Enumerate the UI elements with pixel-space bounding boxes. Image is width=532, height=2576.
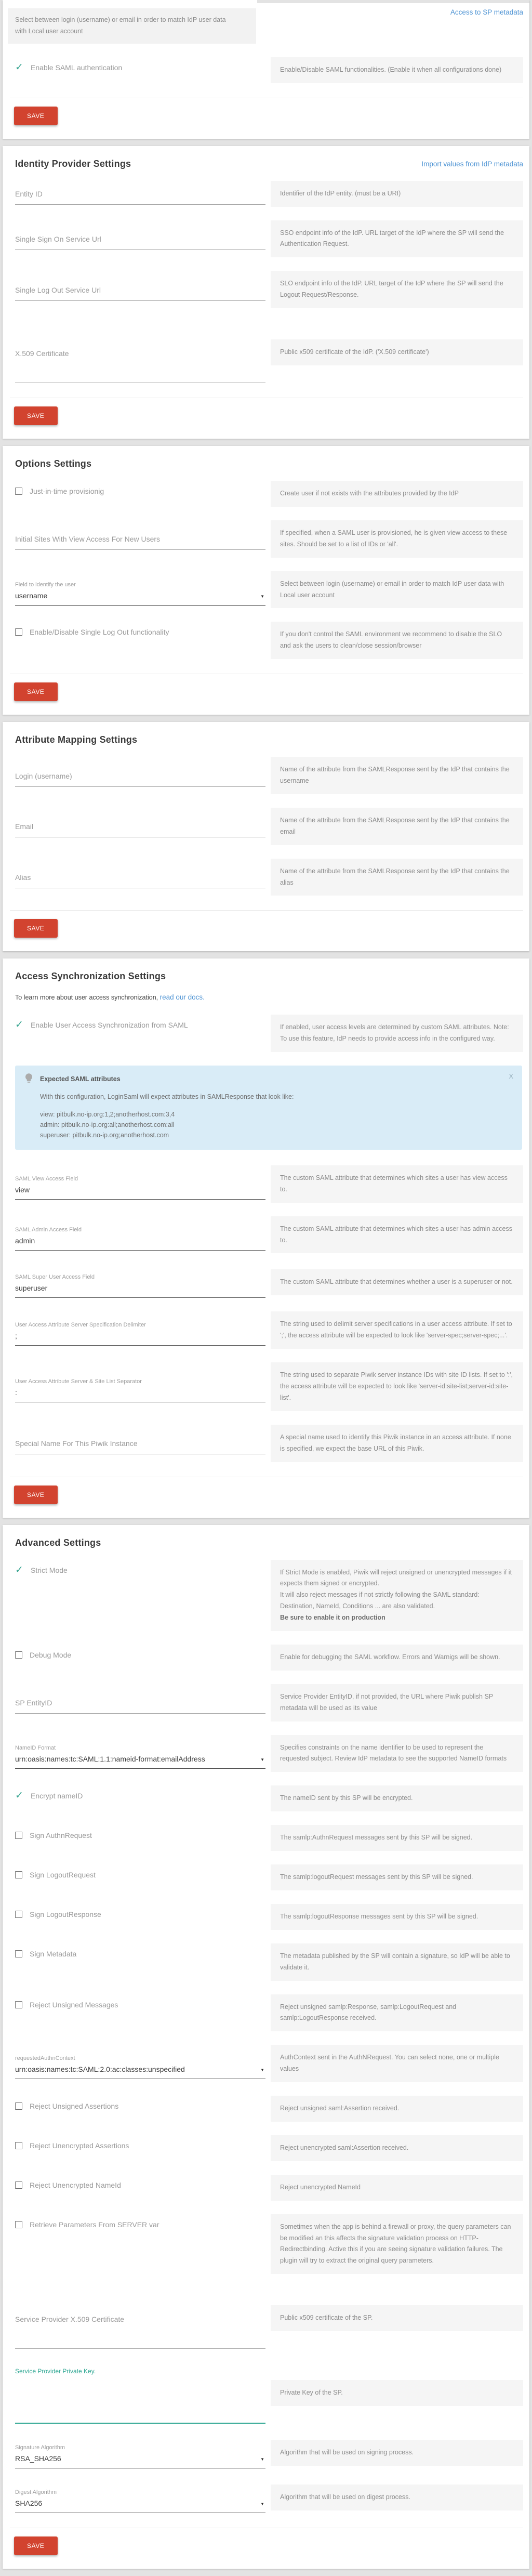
reject-unsigned-assertions-checkbox[interactable]: [15, 2102, 265, 2110]
checkbox-box: [15, 1651, 22, 1659]
jit-provisioning-checkbox[interactable]: [15, 487, 265, 495]
field-help-text: If Strict Mode is enabled, Piwik will reject unsigned or unencrypted messages if it expects them signed or encrypted. It will also reject messages if not strictly following the SAML standard: Destination, NameId, Conditions ... are also validated. Be sure to enable it on production: [271, 1560, 523, 1631]
sign-logoutresponse-checkbox[interactable]: [15, 1910, 265, 1918]
field-help-text: Enable for debugging the SAML workflow. Errors and Warnigs will be shown.: [271, 1645, 523, 1671]
enable-user-access-sync-checkbox[interactable]: [15, 1021, 265, 1029]
saml-superuser-access-field-input[interactable]: [15, 1267, 265, 1298]
field-help-text: Algorithm that will be used on digest process.: [271, 2485, 523, 2511]
infobox-intro: With this configuration, LoginSaml will expect attributes in SAMLResponse that look like:: [40, 1093, 294, 1101]
field-help-text: The custom SAML attribute that determines which sites a user has admin access to.: [271, 1216, 523, 1254]
sso-service-url-label: Single Sign On Service Url: [15, 234, 101, 243]
requested-authn-context-label: requestedAuthnContext: [15, 2055, 75, 2062]
sign-logoutresponse-label: Sign LogoutResponse: [30, 1910, 101, 1918]
field-help-text: AuthContext sent in the AuthNRequest. You can select none, one or multiple values: [271, 2045, 523, 2082]
saml-superuser-access-field-label: SAML Super User Access Field: [15, 1274, 95, 1281]
field-help-text: SSO endpoint info of the IdP. URL target of the IdP where the SP will send the Authentication Request.: [271, 220, 523, 258]
special-instance-name-input[interactable]: [15, 1432, 265, 1454]
field-help-text: Sometimes when the app is behind a firewall or proxy, the query parameters can be modified an this affects the signature validation process on HTTP-Redirectbinding. Active this if you are seeing signature validation failures. The plugin will try to extract the original query parameters.: [271, 2214, 523, 2275]
checkbox-box: [15, 1950, 22, 1957]
attr-email-label: Email: [15, 822, 34, 831]
save-button[interactable]: SAVE: [14, 919, 58, 938]
sp-x509-certificate-label: Service Provider X.509 Certificate: [15, 2315, 125, 2323]
field-help-text: Reject unsigned saml:Assertion received.: [271, 2096, 523, 2122]
sign-logoutrequest-label: Sign LogoutRequest: [30, 1871, 96, 1879]
saml-admin-access-field-label: SAML Admin Access Field: [15, 1226, 82, 1233]
chevron-down-icon: ▼: [260, 1757, 264, 1763]
docs-note: [15, 993, 523, 1001]
sso-service-url-input[interactable]: [15, 228, 265, 250]
field-help-text: Name of the attribute from the SAMLResponse sent by the IdP that contains the username: [271, 757, 523, 794]
field-help-text: Select between login (username) or email in order to match IdP user data with Local user account: [271, 571, 523, 609]
entity-id-input[interactable]: [15, 182, 265, 205]
sp-entity-id-input[interactable]: [15, 1691, 265, 1714]
field-help-text: Specifies constraints on the name identifier to be used to represent the requested subject. Review IdP metadata to see the supported NameID formats: [271, 1735, 523, 1772]
server-site-list-separator-label: User Access Attribute Server & Site List Separator: [15, 1378, 142, 1385]
section-title: Options Settings: [15, 458, 92, 469]
field-to-identify-user-label: Field to identify the user: [15, 581, 76, 588]
strict-mode-label: Strict Mode: [31, 1566, 68, 1574]
section-title: Access Synchronization Settings: [15, 971, 166, 982]
idp-x509-certificate-label: X.509 Certificate: [15, 349, 69, 358]
field-to-identify-user-select[interactable]: [15, 574, 265, 606]
special-instance-name-label: Special Name For This Piwik Instance: [15, 1439, 138, 1448]
signature-algorithm-select[interactable]: [15, 2437, 265, 2468]
nameid-format-value: urn:oasis:names:tc:SAML:1.1:nameid-format:emailAddress: [15, 1755, 205, 1764]
checkbox-box: [15, 2102, 22, 2110]
field-help-text: The string used to delimit server specifications in a user access attribute. If set to ';', the access attribute will be expected to look like 'server-spec;server-spec;...'.: [271, 1311, 523, 1349]
enable-single-logout-label: Enable/Disable Single Log Out functionality: [30, 628, 169, 637]
note-text: To learn more about user access synchronization,: [15, 994, 158, 1002]
field-help-text: The samlp:AuthnRequest messages sent by this SP will be signed.: [271, 1825, 523, 1851]
sign-authnrequest-checkbox[interactable]: [15, 1831, 265, 1839]
infobox-title: Expected SAML attributes: [40, 1075, 121, 1083]
chevron-down-icon: ▼: [260, 594, 264, 599]
checkbox-box: [15, 1911, 22, 1918]
idp-metadata-import-link[interactable]: Import values from IdP metadata: [421, 160, 523, 168]
sp-x509-certificate-textarea[interactable]: [15, 2288, 265, 2349]
reject-unencrypted-assertions-checkbox[interactable]: [15, 2141, 265, 2150]
chevron-down-icon: ▼: [260, 2068, 264, 2073]
enable-single-logout-checkbox[interactable]: [15, 628, 265, 636]
field-help-text: If you don't control the SAML environment we recommend to disable the SLO and ask the users to clean/close session/browser: [271, 622, 523, 659]
encrypt-nameid-checkbox[interactable]: [15, 1792, 265, 1800]
field-help-text: Algorithm that will be used on signing process.: [271, 2440, 523, 2466]
retrieve-parameters-from-server-var-label: Retrieve Parameters From SERVER var: [30, 2220, 159, 2229]
idp-x509-certificate-textarea[interactable]: [15, 322, 265, 383]
checkmark-icon: ✓: [15, 1019, 23, 1031]
saml-admin-access-field-value: admin: [15, 1236, 35, 1245]
expected-saml-attributes: [15, 1066, 522, 1150]
section-saml-activation: [3, 0, 529, 139]
checkbox-box: [15, 488, 22, 495]
debug-mode-checkbox[interactable]: [15, 1651, 265, 1659]
entity-id-label: Entity ID: [15, 190, 43, 199]
field-to-identify-user-value: username: [15, 591, 48, 600]
field-help-text: If enabled, user access levels are determined by custom SAML attributes. Note: To use this feature, IdP needs to provide access info in the configured way.: [271, 1015, 523, 1052]
field-help-text: Reject unencrypted NameId: [271, 2175, 523, 2201]
slo-service-url-label: Single Log Out Service Url: [15, 285, 101, 294]
field-help-text: Public x509 certificate of the IdP. ('X.509 certificate'): [271, 339, 523, 365]
reject-unencrypted-assertions-label: Reject Unencrypted Assertions: [30, 2141, 129, 2150]
initial-sites-view-access-label: Initial Sites With View Access For New Users: [15, 535, 161, 544]
server-spec-delimiter-value: ;: [15, 1332, 17, 1340]
field-help-text: Create user if not exists with the attributes provided by the IdP: [271, 481, 523, 507]
section-title: Advanced Settings: [15, 1537, 101, 1548]
signature-algorithm-value: RSA_SHA256: [15, 2454, 61, 2463]
field-help-text: Enable/Disable SAML functionalities. (Enable it when all configurations done): [271, 57, 523, 83]
field-help-text: The custom SAML attribute that determines whether a user is a superuser or not.: [271, 1269, 523, 1295]
attr-alias-input[interactable]: [15, 866, 265, 888]
checkmark-icon: ✓: [15, 1790, 23, 1802]
lightbulb-icon: [25, 1073, 32, 1085]
nameid-format-label: NameID Format: [15, 1745, 56, 1752]
encrypt-nameid-label: Encrypt nameID: [31, 1792, 83, 1800]
chevron-down-icon: ▼: [260, 2502, 264, 2507]
field-help-text: The nameID sent by this SP will be encrypted.: [271, 1785, 523, 1811]
attr-alias-label: Alias: [15, 873, 31, 882]
enable-user-access-sync-label: Enable User Access Synchronization from SAML: [31, 1021, 188, 1030]
digest-algorithm-select[interactable]: [15, 2482, 265, 2513]
reject-unsigned-messages-label: Reject Unsigned Messages: [30, 2000, 118, 2009]
field-help-text: If specified, when a SAML user is provisioned, he is given view access to these sites. Should be set to a list of IDs or 'all'.: [271, 520, 523, 558]
digest-algorithm-label: Digest Algorithm: [15, 2489, 57, 2496]
field-help-text: A special name used to identify this Piwik instance in an access attribute. If none is specified, we expect the base URL of this Piwik.: [271, 1425, 523, 1462]
saml-view-access-field-input[interactable]: [15, 1168, 265, 1200]
close-icon[interactable]: X: [509, 1072, 513, 1081]
checkmark-icon: ✓: [15, 61, 23, 73]
checkbox-box: [15, 1871, 22, 1878]
checkbox-box: [15, 2001, 22, 2008]
saml-admin-access-field-input[interactable]: [15, 1219, 265, 1251]
field-help-text: The samlp:logoutRequest messages sent by this SP will be signed.: [271, 1864, 523, 1890]
attr-login-username-label: Login (username): [15, 771, 72, 780]
enable-saml-authentication-checkbox[interactable]: [15, 63, 265, 72]
section-identity-provider-settings: [3, 146, 529, 439]
sign-authnrequest-label: Sign AuthnRequest: [30, 1831, 92, 1840]
infobox-example-line: view: pitbulk.no-ip.org:1,2;anotherhost.com:3,4: [40, 1110, 175, 1118]
server-site-list-separator-input[interactable]: [15, 1371, 265, 1402]
read-our-docs-link[interactable]: read our docs.: [159, 993, 205, 1002]
sp-entity-id-label: SP EntityID: [15, 1699, 52, 1707]
reject-unencrypted-nameid-label: Reject Unencrypted NameId: [30, 2180, 121, 2189]
signature-algorithm-label: Signature Algorithm: [15, 2444, 65, 2451]
sign-metadata-checkbox[interactable]: [15, 1950, 265, 1958]
field-help-text: The custom SAML attribute that determines which sites a user has view access to.: [271, 1165, 523, 1203]
sign-logoutrequest-checkbox[interactable]: [15, 1871, 265, 1879]
field-help-text: Public x509 certificate of the SP.: [271, 2305, 523, 2331]
sp-private-key-textarea[interactable]: [15, 2362, 265, 2424]
sp-metadata-link[interactable]: Access to SP metadata: [450, 8, 523, 16]
jit-provisioning-label: Just-in-time provisionig: [30, 487, 104, 495]
checkbox-box: [15, 2181, 22, 2189]
checkmark-icon: ✓: [15, 1564, 23, 1575]
server-spec-delimiter-label: User Access Attribute Server Specification Delimiter: [15, 1322, 146, 1329]
server-spec-delimiter-input[interactable]: [15, 1315, 265, 1346]
field-help-text: SLO endpoint info of the IdP. URL target of the IdP where the SP will send the Logout Request/Response.: [271, 271, 523, 308]
save-button[interactable]: SAVE: [14, 682, 58, 701]
field-help-text: The metadata published by the SP will contain a signature, so IdP will be able to validate it.: [271, 1943, 523, 1981]
reject-unencrypted-nameid-checkbox[interactable]: [15, 2181, 265, 2189]
enable-saml-authentication-label: Enable SAML authentication: [31, 63, 123, 72]
saml-view-access-field-label: SAML View Access Field: [15, 1175, 78, 1182]
field-help-text: Reject unencrypted saml:Assertion received.: [271, 2135, 523, 2161]
slo-service-url-input[interactable]: [15, 279, 265, 301]
attr-login-username-input[interactable]: [15, 765, 265, 787]
checkbox-box: [15, 2142, 22, 2149]
server-site-list-separator-value: :: [15, 1388, 17, 1397]
saml-superuser-access-field-value: superuser: [15, 1284, 48, 1293]
sign-metadata-label: Sign Metadata: [30, 1949, 77, 1958]
strict-mode-checkbox[interactable]: [15, 1566, 265, 1574]
save-button[interactable]: SAVE: [14, 1486, 58, 1504]
field-help-text: Reject unsigned samlp:Response, samlp:LogoutRequest and samlp:LogoutResponse received.: [271, 1994, 523, 2032]
section-options-settings: [3, 446, 529, 715]
field-help-text: Private Key of the SP.: [271, 2380, 523, 2406]
initial-sites-view-access-input[interactable]: [15, 528, 265, 550]
field-help-text: The samlp:logoutResponse messages sent by this SP will be signed.: [271, 1904, 523, 1930]
debug-mode-label: Debug Mode: [30, 1650, 72, 1659]
field-help-text: Identifier of the IdP entity. (must be a URI): [271, 181, 523, 207]
save-button[interactable]: SAVE: [14, 406, 58, 425]
reject-unsigned-assertions-label: Reject Unsigned Assertions: [30, 2102, 119, 2110]
checkbox-box: [15, 628, 22, 636]
field-help-text: Name of the attribute from the SAMLResponse sent by the IdP that contains the email: [271, 808, 523, 845]
checkbox-box: [15, 2221, 22, 2228]
retrieve-parameters-from-server-var-checkbox[interactable]: [15, 2220, 265, 2229]
chevron-down-icon: ▼: [260, 2457, 264, 2462]
checkbox-box: [15, 1832, 22, 1839]
identify-user-hint: Select between login (username) or email in order to match IdP user data with Local user account: [8, 8, 256, 44]
requested-authn-context-select[interactable]: [15, 2048, 265, 2079]
requested-authn-context-value: urn:oasis:names:tc:SAML:2.0:ac:classes:unspecified: [15, 2065, 185, 2074]
digest-algorithm-value: SHA256: [15, 2499, 43, 2508]
field-help-text: Name of the attribute from the SAMLResponse sent by the IdP that contains the alias: [271, 859, 523, 896]
infobox-example-line: admin: pitbulk.no-ip.org:all;anotherhost.com:all: [40, 1121, 175, 1128]
section-attribute-mapping-settings: [3, 722, 529, 951]
page-top-strip: [257, 0, 529, 3]
field-help-text: Service Provider EntityID, if not provided, the URL where Piwik publish SP metadata will be used as its value: [271, 1684, 523, 1721]
infobox-example-line: superuser: pitbulk.no-ip.org;anotherhost.com: [40, 1131, 169, 1139]
sp-private-key-label: Service Provider Private Key.: [15, 2368, 96, 2375]
attr-email-input[interactable]: [15, 815, 265, 837]
save-button[interactable]: SAVE: [14, 107, 58, 125]
section-title: Attribute Mapping Settings: [15, 734, 138, 745]
saml-view-access-field-value: view: [15, 1185, 30, 1194]
reject-unsigned-messages-checkbox[interactable]: [15, 2001, 265, 2009]
save-button[interactable]: SAVE: [14, 2536, 58, 2555]
nameid-format-select[interactable]: [15, 1738, 265, 1769]
section-access-synchronization-settings: [3, 958, 529, 1517]
field-help-text: The string used to separate Piwik server instance IDs with site ID lists. If set to ':', the access attribute will be expected to look like 'server-id:site-list;server-id:site-list'.: [271, 1362, 523, 1411]
section-title: Identity Provider Settings: [15, 158, 131, 169]
section-advanced-settings: [3, 1525, 529, 2569]
